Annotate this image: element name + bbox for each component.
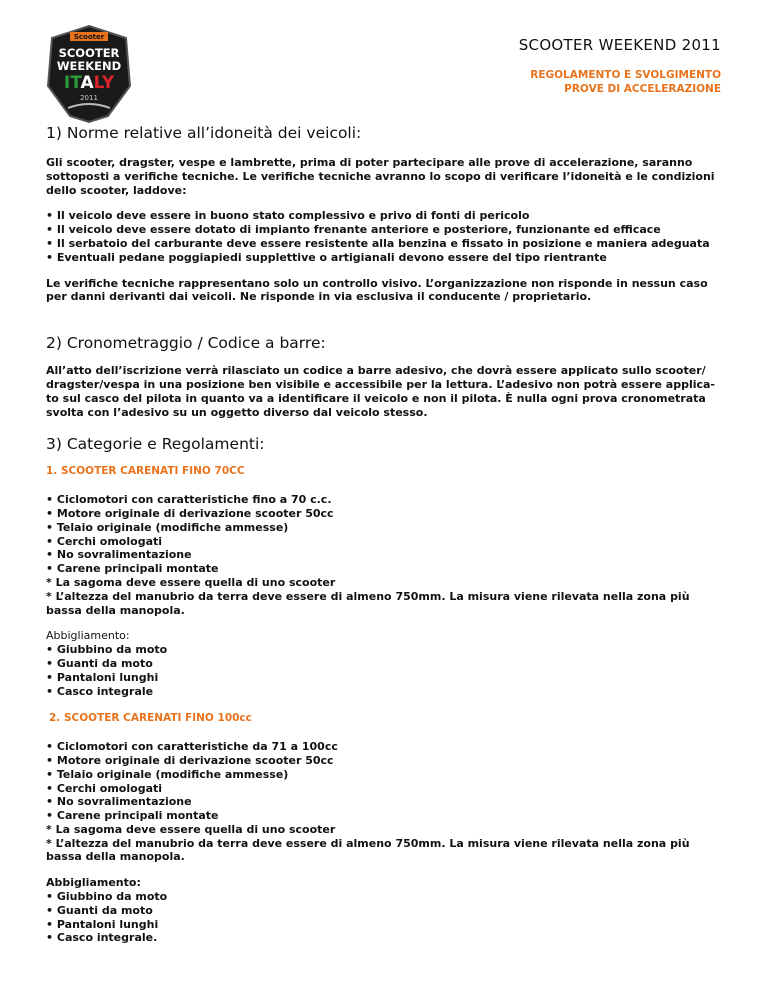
list-item: • Casco integrale [46,685,726,699]
list-item: • Guanti da moto [46,657,726,671]
list-item: • Motore originale di derivazione scooter 50cc [46,507,726,521]
paragraph-line: svolta con l’adesivo su un oggetto diverso dal veicolo stesso. [46,405,428,419]
note-item-continued: bassa della manopola. [46,603,185,617]
event-logo [46,24,132,124]
svg-text:2011: 2011 [80,94,98,102]
apparel-label: Abbigliamento: [46,876,141,890]
list-item: • Cerchi omologati [46,535,726,549]
list-item: • Casco integrale. [46,931,726,945]
note-item: * L’altezza del manubrio da terra deve essere di almeno 750mm. La misura viene rilevata nella zona più [46,590,726,604]
list-item: • Ciclomotori con caratteristiche fino a 70 c.c. [46,493,726,507]
note-item-continued: bassa della manopola. [46,850,185,864]
category-rules-list [46,740,726,864]
paragraph-line: to sul casco del pilota in quanto va a identificare il veicolo e non il pilota. È nulla ogni prova cronometrata [46,391,706,405]
apparel-label: Abbigliamento: [46,629,130,643]
list-item: • Ciclomotori con caratteristiche da 71 a 100cc [46,740,726,754]
paragraph-line: per danni derivanti dai veicoli. Ne risponde in via esclusiva il conducente / proprietario. [46,290,592,304]
note-item: * La sagoma deve essere quella di uno scooter [46,823,726,837]
section-heading: 1) Norme relative all’idoneità dei veicoli: [46,124,362,142]
list-item: • Guanti da moto [46,904,726,918]
list-item: • Il veicolo deve essere in buono stato complessivo e privo di fonti di pericolo [46,209,726,223]
section-heading: 3) Categorie e Regolamenti: [46,435,265,454]
list-item: • Telaio originale (modifiche ammesse) [46,768,726,782]
document-subtitle [530,68,721,96]
document-title: SCOOTER WEEKEND 2011 [518,36,721,54]
list-item: • Telaio originale (modifiche ammesse) [46,521,726,535]
category-title: 1. SCOOTER CARENATI FINO 70CC [46,465,245,478]
category-title: 2. SCOOTER CARENATI FINO 100cc [49,712,252,725]
paragraph-line: dragster/vespa in una posizione ben visibile e accessibile per la lettura. L’adesivo non potrà essere applica- [46,377,716,391]
subtitle-line: REGOLAMENTO E SVOLGIMENTO [530,69,721,81]
note-item: * La sagoma deve essere quella di uno scooter [46,576,726,590]
list-item: • Pantaloni lunghi [46,671,726,685]
apparel-list [46,643,726,698]
list-item: • Carene principali montate [46,809,726,823]
category-rules-list [46,493,726,617]
paragraph-line: dello scooter, laddove: [46,183,187,197]
svg-text:Scooter: Scooter [73,33,105,41]
paragraph-line: Gli scooter, dragster, vespe e lambrette, prima di poter partecipare alle prove di accelerazione, saranno [46,156,693,169]
svg-text:SCOOTER: SCOOTER [58,46,120,60]
svg-text:WEEKEND: WEEKEND [56,59,122,73]
paragraph-line: Le verifiche tecniche rappresentano solo un controllo visivo. L’organizzazione non risponde in nessun caso [46,276,708,290]
apparel-list [46,890,726,945]
list-item: • Eventuali pedane poggiapiedi supplettive o artigianali devono essere del tipo rientrante [46,251,726,265]
document-body [46,124,726,945]
list-item: • No sovralimentazione [46,548,726,562]
svg-text:ITALY: ITALY [63,73,115,93]
list-item: • Giubbino da moto [46,643,726,657]
list-item: • Motore originale di derivazione scooter 50cc [46,754,726,768]
list-item: • Pantaloni lunghi [46,918,726,932]
paragraph-line: All’atto dell’iscrizione verrà rilasciato un codice a barre adesivo, che dovrà essere applicato sullo scooter/ [46,364,706,378]
list-item: • Giubbino da moto [46,890,726,904]
list-item: • Carene principali montate [46,562,726,576]
subtitle-line: PROVE DI ACCELERAZIONE [564,83,721,95]
requirements-list [46,209,726,264]
list-item: • Cerchi omologati [46,782,726,796]
paragraph-line: sottoposti a verifiche tecniche. Le verifiche tecniche avranno lo scopo di verificare l’idoneità e le condizioni [46,169,715,183]
section-heading: 2) Cronometraggio / Codice a barre: [46,334,326,353]
list-item: • Il serbatoio del carburante deve essere resistente alla benzina e fissato in posizione e maniera adeguata [46,237,726,251]
note-item: * L’altezza del manubrio da terra deve essere di almeno 750mm. La misura viene rilevata nella zona più [46,837,726,851]
list-item: • No sovralimentazione [46,795,726,809]
list-item: • Il veicolo deve essere dotato di impianto frenante anteriore e posteriore, funzionante ed efficace [46,223,726,237]
